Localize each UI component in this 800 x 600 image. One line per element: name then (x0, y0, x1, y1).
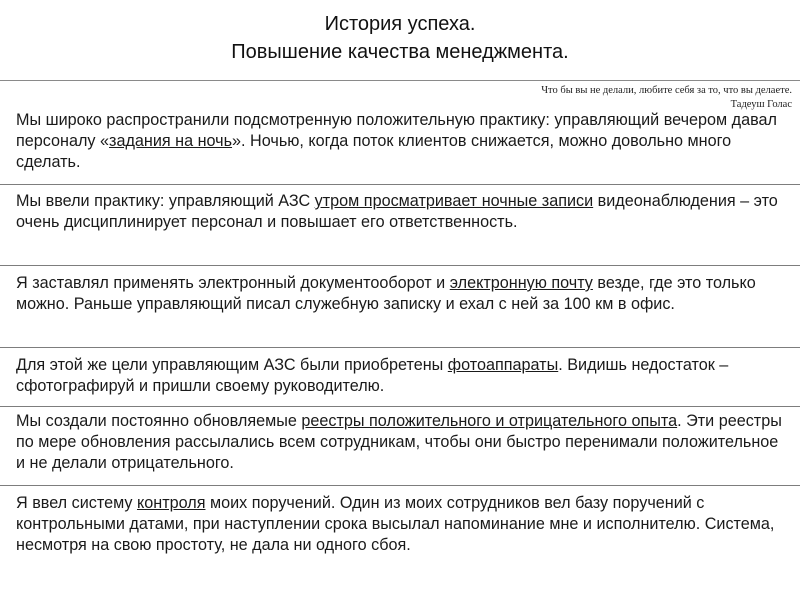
epigraph-text: Что бы вы не делали, любите себя за то, что вы делаете. (541, 85, 792, 96)
block-text: ». Ночью, когда поток клиентов снижается, можно довольно много сделать. (16, 132, 732, 171)
highlighted-phrase: электронную почту (449, 274, 593, 292)
header-divider (0, 80, 800, 81)
highlighted-phrase: фотоаппараты (447, 356, 559, 374)
block-divider (0, 347, 800, 348)
block-divider (0, 485, 800, 486)
block-text: моих поручений. Один из моих сотрудников вел базу поручений с контрольными датами, при наступлении срока высылал напоминание мне и исполнителю. Система, несмотря на свою простоту, не дала ни одного сбоя. (16, 494, 775, 554)
title-line-1: История успеха. (324, 13, 476, 35)
block-text: видеонаблюдения – это очень дисциплинирует персонал и повышает его ответственность. (16, 192, 778, 231)
highlighted-phrase: задания на ночь (109, 132, 233, 150)
highlighted-phrase: утром просматривает ночные записи (314, 192, 594, 210)
block-divider (0, 406, 800, 407)
story-block-6 (0, 493, 800, 556)
block-text: Я ввел систему (16, 494, 137, 512)
slide-title (0, 10, 800, 66)
epigraph-author: Тадеуш Голас (730, 99, 792, 110)
block-text: Мы ввели практику: управляющий АЗС (16, 192, 315, 210)
block-text: Я заставлял применять электронный документооборот и (16, 274, 450, 292)
highlighted-phrase: контроля (136, 494, 206, 512)
block-divider (0, 265, 800, 266)
block-text: Мы широко распространили подсмотренную положительную практику: управляющий вечером давал персоналу « (16, 111, 777, 150)
story-block-3 (0, 273, 800, 315)
epigraph (541, 84, 792, 112)
story-block-1 (0, 110, 800, 173)
story-block-4 (0, 355, 800, 397)
block-text: Для этой же цели управляющим АЗС были приобретены (16, 356, 448, 374)
story-block-5 (0, 411, 800, 474)
title-line-2: Повышение качества менеджмента. (231, 41, 569, 63)
block-text: . Видишь недостаток – сфотографируй и пришли своему руководителю. (16, 356, 729, 395)
block-divider (0, 184, 800, 185)
block-text: везде, где это только можно. Раньше управляющий писал служебную записку и ехал с ней за 100 км в офис. (16, 274, 756, 313)
highlighted-phrase: реестры положительного и отрицательного опыта (301, 412, 678, 430)
block-text: . Эти реестры по мере обновления рассылались всем сотрудникам, чтобы они быстро перенимали положительное и не делали отрицательного. (16, 412, 782, 472)
story-block-2 (0, 191, 800, 233)
block-text: Мы создали постоянно обновляемые (16, 412, 302, 430)
